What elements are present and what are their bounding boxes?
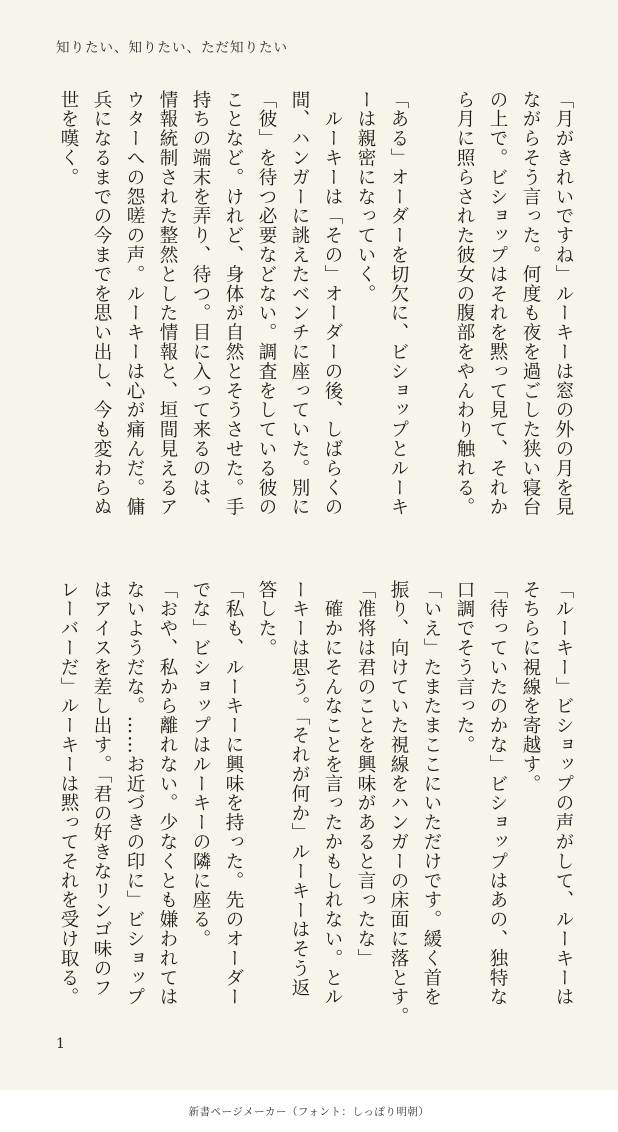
footer-credit: 新書ページメーカー（フォント：しっぽり明朝） <box>0 1090 618 1132</box>
text-block-bottom: 「ルーキー」ビショップの声がして、ルーキーは そちらに視線を寄越す。 「待っていたのかな」ビショップはあの、独特な 口調でそう言った。 「いえ」たまたまここにいただけです。緩く首を 振り、向けていた視線をハンガーの床面に落とす。 「准将は君のことを興味があると言ったな」 確かにそんなことを言ったかもしれない。とル ーキーは思う。「それが何か」ルーキーはそう返 答した。 「私も、ルーキーに興味を持った。先のオーダー でな」ビショップはルーキーの隣に座る。 「おや、私から離れない。少なくとも嫌われては ないようだな。……お近づきの印に」ビショップ はアイスを差し出す。「君の好きなリンゴ味のフ レーバーだ」ルーキーは黙ってそれを受け取る。 <box>58 580 574 1027</box>
text-block-top: 「月がきれいですね」ルーキーは窓の外の月を見 ながらそう言った。何度も夜を過ごした狭い寝台 の上で。ビショップはそれを黙って見て、それか ら月に照らされた彼女の腹部をやんわり触れる。 「ある」オーダーを切欠に、ビショップとルーキ ーは親密になっていく。 ルーキーは「その」オーダーの後、しばらくの 間、ハンガーに誂えたベンチに座っていた。別に 「彼」を待つ必要などない。調査をしている彼の ことなど。けれど、身体が自然とそうさせた。手 持ちの端末を弄り、待つ。目に入って来るのは、 情報統制された整然とした情報と、垣間見えるア ウターへの怨嗟の声。ルーキーは心が痛んだ。傭 兵になるまでの今までを思い出し、今も変わらぬ 世を嘆く。 <box>58 90 574 517</box>
running-header: 知りたい、知りたい、ただ知りたい <box>56 40 288 56</box>
page-number: 1 <box>56 1036 65 1052</box>
